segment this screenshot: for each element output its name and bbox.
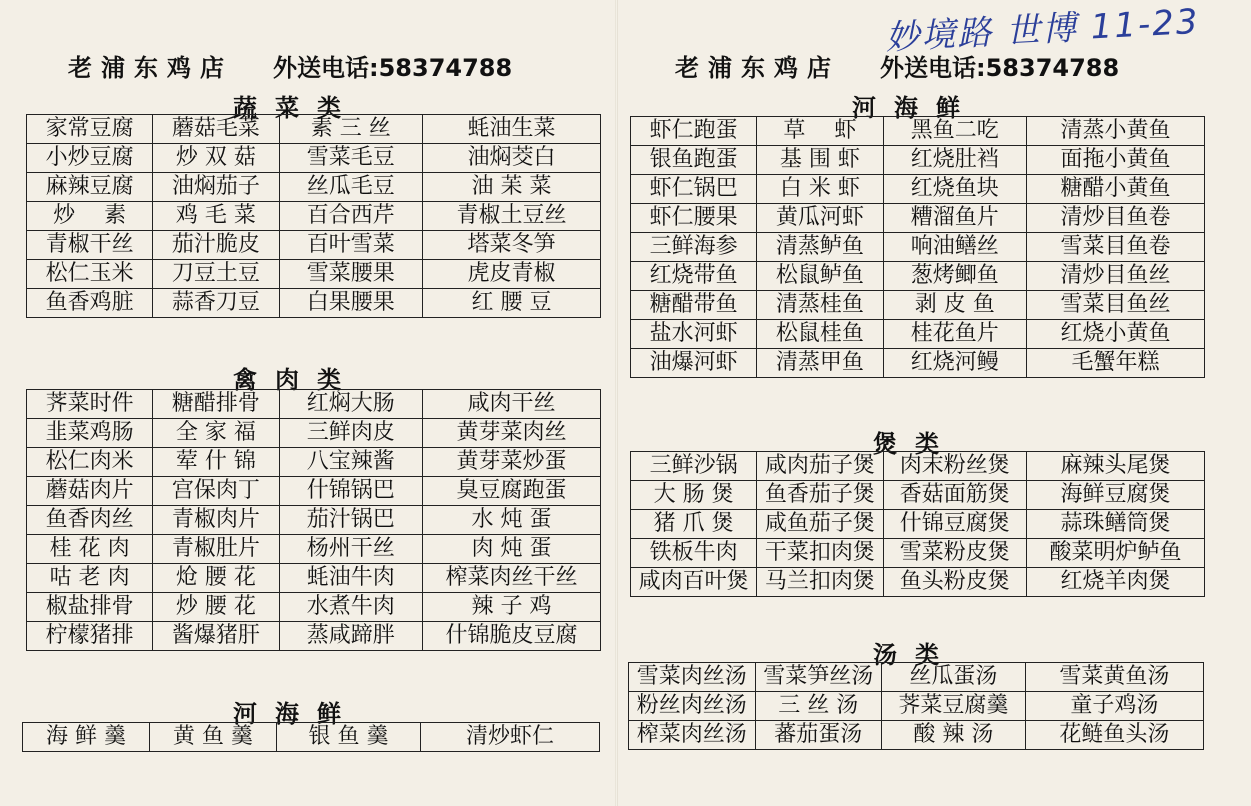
menu-row <box>631 349 1205 378</box>
menu-item: 红烧鱼块 <box>883 175 1027 204</box>
menu-item: 素 三 丝 <box>279 115 423 144</box>
menu-item: 雪菜目鱼卷 <box>1027 233 1205 262</box>
menu-item: 清蒸鲈鱼 <box>757 233 883 262</box>
menu-item: 清炒目鱼卷 <box>1027 204 1205 233</box>
menu-item: 糖醋排骨 <box>153 390 279 419</box>
handwritten-note: 妙境路 世博 11-23 <box>884 1 1201 59</box>
section-title-soup: 汤类 <box>873 640 957 669</box>
menu-item: 咸肉百叶煲 <box>631 568 757 597</box>
left-menu-panel <box>0 0 615 806</box>
menu-row <box>631 204 1205 233</box>
menu-row <box>27 390 601 419</box>
menu-row <box>27 260 601 289</box>
delivery-phone: 外送电话:58374788 <box>273 54 513 82</box>
menu-item: 酸 辣 汤 <box>882 721 1026 750</box>
menu-item: 草 虾 <box>757 117 883 146</box>
menu-item: 雪菜目鱼丝 <box>1027 291 1205 320</box>
menu-item: 水 炖 蛋 <box>423 506 601 535</box>
menu-row <box>631 146 1205 175</box>
menu-item: 海鲜豆腐煲 <box>1027 481 1205 510</box>
menu-item: 什锦锅巴 <box>279 477 423 506</box>
menu-item: 榨菜肉丝干丝 <box>423 564 601 593</box>
menu-item: 蒸咸蹄胖 <box>279 622 423 651</box>
delivery-phone: 外送电话:58374788 <box>880 54 1120 82</box>
menu-item: 鱼香茄子煲 <box>757 481 883 510</box>
menu-item: 清炒虾仁 <box>421 723 600 752</box>
menu-item: 咸鱼茄子煲 <box>757 510 883 539</box>
menu-item: 香菇面筋煲 <box>883 481 1027 510</box>
menu-row <box>631 568 1205 597</box>
menu-item: 清蒸桂鱼 <box>757 291 883 320</box>
menu-item: 清蒸小黄鱼 <box>1027 117 1205 146</box>
menu-item: 荠菜时件 <box>27 390 153 419</box>
menu-row <box>629 692 1204 721</box>
menu-item: 虾仁锅巴 <box>631 175 757 204</box>
menu-item: 雪菜黄鱼汤 <box>1025 663 1203 692</box>
menu-table-claypot <box>630 451 1205 597</box>
menu-item: 荠菜豆腐羹 <box>882 692 1026 721</box>
menu-row <box>631 233 1205 262</box>
menu-row <box>631 510 1205 539</box>
menu-item: 银鱼跑蛋 <box>631 146 757 175</box>
menu-item: 马兰扣肉煲 <box>757 568 883 597</box>
menu-item: 松鼠桂鱼 <box>757 320 883 349</box>
menu-item: 雪菜毛豆 <box>279 144 423 173</box>
menu-item: 臭豆腐跑蛋 <box>423 477 601 506</box>
right-menu-panel <box>620 0 1251 806</box>
menu-item: 油焖茄子 <box>153 173 279 202</box>
menu-row <box>27 477 601 506</box>
menu-item: 剥 皮 鱼 <box>883 291 1027 320</box>
menu-item: 雪菜肉丝汤 <box>629 663 756 692</box>
menu-item: 干菜扣肉煲 <box>757 539 883 568</box>
menu-row <box>629 721 1204 750</box>
menu-item: 猪 爪 煲 <box>631 510 757 539</box>
menu-item: 红烧羊肉煲 <box>1027 568 1205 597</box>
menu-table-seafood-left <box>22 722 600 752</box>
menu-item: 什锦脆皮豆腐 <box>423 622 601 651</box>
menu-item: 杨州干丝 <box>279 535 423 564</box>
menu-item: 童子鸡汤 <box>1025 692 1203 721</box>
menu-row <box>631 117 1205 146</box>
menu-item: 虾仁跑蛋 <box>631 117 757 146</box>
shop-name: 老浦东鸡店 <box>675 53 840 82</box>
menu-item: 水煮牛肉 <box>279 593 423 622</box>
menu-item: 肉 炖 蛋 <box>423 535 601 564</box>
menu-item: 桂花鱼片 <box>883 320 1027 349</box>
menu-item: 粉丝肉丝汤 <box>629 692 756 721</box>
menu-item: 虎皮青椒 <box>423 260 601 289</box>
menu-item: 蘑菇肉片 <box>27 477 153 506</box>
menu-item: 荤 什 锦 <box>153 448 279 477</box>
menu-item: 松鼠鲈鱼 <box>757 262 883 291</box>
menu-item: 肉末粉丝煲 <box>883 452 1027 481</box>
menu-item: 糖醋带鱼 <box>631 291 757 320</box>
menu-row <box>23 723 600 752</box>
menu-item: 黑鱼二吃 <box>883 117 1027 146</box>
menu-item: 鸡 毛 菜 <box>153 202 279 231</box>
menu-table-seafood <box>630 116 1205 378</box>
menu-row <box>27 448 601 477</box>
menu-item: 面拖小黄鱼 <box>1027 146 1205 175</box>
menu-row <box>27 535 601 564</box>
menu-item: 茄汁锅巴 <box>279 506 423 535</box>
menu-item: 糖醋小黄鱼 <box>1027 175 1205 204</box>
menu-item: 炒 腰 花 <box>153 593 279 622</box>
menu-item: 蒜香刀豆 <box>153 289 279 318</box>
menu-item: 酱爆猪肝 <box>153 622 279 651</box>
menu-item: 盐水河虾 <box>631 320 757 349</box>
menu-item: 百合西芹 <box>279 202 423 231</box>
menu-item: 蚝油牛肉 <box>279 564 423 593</box>
menu-item: 榨菜肉丝汤 <box>629 721 756 750</box>
menu-row <box>27 593 601 622</box>
menu-item: 黄芽菜炒蛋 <box>423 448 601 477</box>
menu-item: 茄汁脆皮 <box>153 231 279 260</box>
menu-item: 白果腰果 <box>279 289 423 318</box>
menu-item: 麻辣头尾煲 <box>1027 452 1205 481</box>
section-title-poultry-meat: 禽肉类 <box>233 365 359 394</box>
menu-item: 鱼香肉丝 <box>27 506 153 535</box>
menu-item: 糟溜鱼片 <box>883 204 1027 233</box>
menu-item: 黄瓜河虾 <box>757 204 883 233</box>
menu-item: 炒 素 <box>27 202 153 231</box>
menu-row <box>27 115 601 144</box>
menu-row <box>631 175 1205 204</box>
menu-item: 黄芽菜肉丝 <box>423 419 601 448</box>
menu-item: 油 苿 菜 <box>423 173 601 202</box>
menu-row <box>631 452 1205 481</box>
menu-item: 三鲜沙锅 <box>631 452 757 481</box>
menu-item: 百叶雪菜 <box>279 231 423 260</box>
menu-item: 油焖茭白 <box>423 144 601 173</box>
menu-table-soup <box>628 662 1204 750</box>
menu-item: 葱烤鲫鱼 <box>883 262 1027 291</box>
menu-row <box>631 262 1205 291</box>
menu-item: 炝 腰 花 <box>153 564 279 593</box>
menu-item: 黄 鱼 羹 <box>149 723 276 752</box>
menu-item: 油爆河虾 <box>631 349 757 378</box>
menu-item: 酸菜明炉鲈鱼 <box>1027 539 1205 568</box>
menu-item: 青椒干丝 <box>27 231 153 260</box>
menu-item: 宫保肉丁 <box>153 477 279 506</box>
left-header <box>68 48 512 83</box>
menu-item: 三鲜海参 <box>631 233 757 262</box>
menu-row <box>27 289 601 318</box>
menu-item: 花鲢鱼头汤 <box>1025 721 1203 750</box>
menu-item: 红烧小黄鱼 <box>1027 320 1205 349</box>
menu-row <box>27 144 601 173</box>
menu-item: 响油鳝丝 <box>883 233 1027 262</box>
menu-item: 辣 子 鸡 <box>423 593 601 622</box>
menu-item: 雪菜笋丝汤 <box>755 663 882 692</box>
section-title-vegetables: 蔬菜类 <box>233 93 359 122</box>
menu-item: 全 家 福 <box>153 419 279 448</box>
menu-item: 海 鲜 羹 <box>23 723 150 752</box>
menu-item: 银 鱼 羹 <box>276 723 420 752</box>
menu-item: 八宝辣酱 <box>279 448 423 477</box>
section-title-seafood: 河海鲜 <box>852 93 978 122</box>
menu-item: 基 围 虾 <box>757 146 883 175</box>
menu-item: 丝瓜蛋汤 <box>882 663 1026 692</box>
menu-row <box>27 419 601 448</box>
menu-row <box>27 202 601 231</box>
menu-item: 蒜珠鳝筒煲 <box>1027 510 1205 539</box>
menu-item: 咸肉茄子煲 <box>757 452 883 481</box>
menu-item: 清炒目鱼丝 <box>1027 262 1205 291</box>
menu-item: 鱼头粉皮煲 <box>883 568 1027 597</box>
menu-item: 红烧肚裆 <box>883 146 1027 175</box>
shop-name: 老浦东鸡店 <box>68 53 233 82</box>
menu-item: 雪菜粉皮煲 <box>883 539 1027 568</box>
menu-item: 丝瓜毛豆 <box>279 173 423 202</box>
menu-item: 虾仁腰果 <box>631 204 757 233</box>
menu-item: 青椒肚片 <box>153 535 279 564</box>
menu-row <box>631 320 1205 349</box>
menu-item: 红 腰 豆 <box>423 289 601 318</box>
menu-row <box>631 539 1205 568</box>
menu-item: 白 米 虾 <box>757 175 883 204</box>
menu-item: 柠檬猪排 <box>27 622 153 651</box>
menu-item: 小炒豆腐 <box>27 144 153 173</box>
menu-item: 铁板牛肉 <box>631 539 757 568</box>
menu-row <box>27 173 601 202</box>
menu-item: 桂 花 肉 <box>27 535 153 564</box>
menu-item: 毛蟹年糕 <box>1027 349 1205 378</box>
menu-item: 三 丝 汤 <box>755 692 882 721</box>
menu-item: 椒盐排骨 <box>27 593 153 622</box>
menu-item: 青椒肉片 <box>153 506 279 535</box>
menu-row <box>629 663 1204 692</box>
menu-item: 咕 老 肉 <box>27 564 153 593</box>
section-title-claypot: 煲类 <box>873 429 957 458</box>
menu-item: 松仁玉米 <box>27 260 153 289</box>
menu-item: 咸肉干丝 <box>423 390 601 419</box>
menu-row <box>27 231 601 260</box>
menu-item: 蚝油生菜 <box>423 115 601 144</box>
menu-item: 刀豆土豆 <box>153 260 279 289</box>
menu-item: 红焖大肠 <box>279 390 423 419</box>
menu-table-poultry-meat <box>26 389 601 651</box>
menu-item: 红烧河鳗 <box>883 349 1027 378</box>
menu-item: 清蒸甲鱼 <box>757 349 883 378</box>
page-fold <box>615 0 618 806</box>
menu-item: 红烧带鱼 <box>631 262 757 291</box>
menu-item: 大 肠 煲 <box>631 481 757 510</box>
menu-item: 雪菜腰果 <box>279 260 423 289</box>
menu-item: 松仁肉米 <box>27 448 153 477</box>
menu-row <box>27 506 601 535</box>
menu-item: 家常豆腐 <box>27 115 153 144</box>
menu-item: 鱼香鸡脏 <box>27 289 153 318</box>
menu-item: 青椒土豆丝 <box>423 202 601 231</box>
section-title-seafood-left: 河海鲜 <box>233 699 359 728</box>
menu-row <box>631 481 1205 510</box>
menu-item: 塔菜冬笋 <box>423 231 601 260</box>
menu-item: 什锦豆腐煲 <box>883 510 1027 539</box>
menu-item: 韭菜鸡肠 <box>27 419 153 448</box>
menu-item: 三鲜肉皮 <box>279 419 423 448</box>
menu-item: 炒 双 菇 <box>153 144 279 173</box>
menu-item: 蘑菇毛菜 <box>153 115 279 144</box>
menu-table-vegetables <box>26 114 601 318</box>
menu-row <box>631 291 1205 320</box>
menu-item: 麻辣豆腐 <box>27 173 153 202</box>
menu-row <box>27 622 601 651</box>
menu-item: 蕃茄蛋汤 <box>755 721 882 750</box>
menu-row <box>27 564 601 593</box>
